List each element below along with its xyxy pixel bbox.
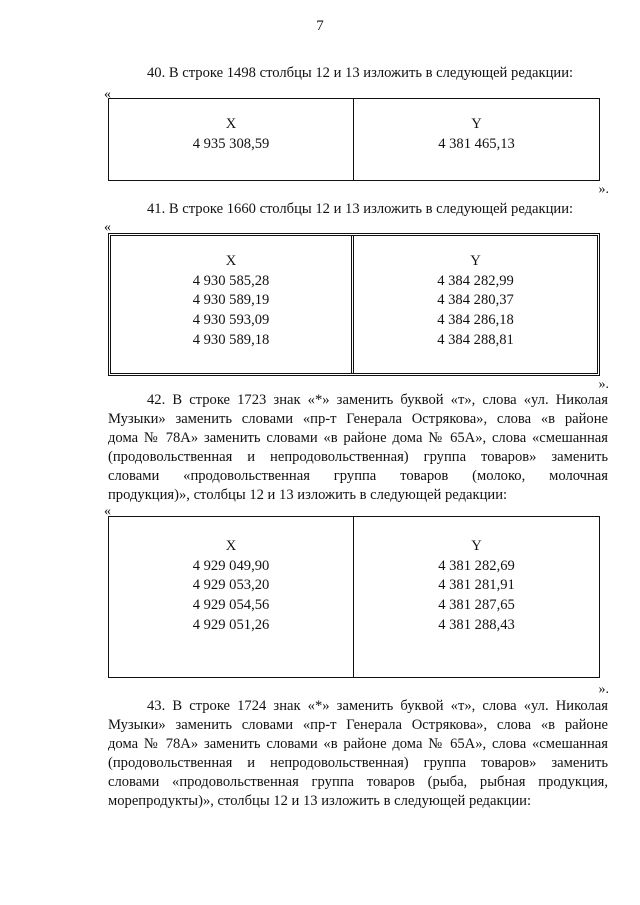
coord-header-x: X <box>225 253 237 269</box>
coord-cell-y: 4 381 287,65 <box>438 597 515 614</box>
coord-cell-x: 4 930 585,28 <box>192 272 270 289</box>
item-40-line-1: 40. В строке 1498 столбцы 12 и 13 изложить в следующей редакции: <box>147 65 574 81</box>
coord-cell-x: 4 930 589,18 <box>192 331 270 348</box>
coord-header-y: Y <box>471 116 482 132</box>
coord-column-x <box>111 236 354 373</box>
item-43-line-5: словами «продовольственная группа товаров (рыба, рыбная продукция, <box>108 774 608 790</box>
coord-cell-x: 4 929 053,20 <box>192 577 270 594</box>
coord-cell-y: 4 384 280,37 <box>437 292 514 309</box>
coord-header-y: Y <box>470 253 481 269</box>
coord-cell-y: 4 381 465,13 <box>438 135 515 152</box>
item-42-line-2: Музыки» заменить словами «пр-т Генерала Острякова», слова «в районе <box>108 411 608 427</box>
item-42-quote-close: ». <box>598 682 609 697</box>
coord-cell-y: 4 381 281,91 <box>438 577 515 594</box>
coord-cell-y: 4 384 286,18 <box>437 312 514 329</box>
coord-table-42 <box>108 516 600 678</box>
coord-header-y: Y <box>471 538 482 554</box>
coord-column-x <box>109 517 354 677</box>
coord-cell-x: 4 929 054,56 <box>192 597 270 614</box>
item-43-line-6: морепродукты)», столбцы 12 и 13 изложить в следующей редакции: <box>108 793 532 809</box>
coord-cell-x: 4 929 051,26 <box>192 616 270 633</box>
item-42-quote-open: « <box>104 504 111 519</box>
coord-column-y <box>354 517 599 677</box>
item-41-quote-open: « <box>104 220 111 235</box>
coord-header-x: X <box>225 116 237 132</box>
item-40-quote-open: « <box>104 87 111 102</box>
coord-cell-y: 4 384 288,81 <box>437 331 514 348</box>
coord-cell-y: 4 384 282,99 <box>437 272 514 289</box>
coord-cell-y: 4 381 288,43 <box>438 616 515 633</box>
coord-header-x: X <box>225 538 237 554</box>
item-41-quote-close: ». <box>598 377 609 392</box>
coord-cell-y: 4 381 282,69 <box>438 557 515 574</box>
coord-column-y <box>354 236 597 373</box>
item-43-line-4: (продовольственная и непродовольственная) группа товаров» заменить <box>108 755 608 771</box>
item-42-line-1: 42. В строке 1723 знак «*» заменить буквой «т», слова «ул. Николая <box>147 392 608 408</box>
coord-column-y <box>354 99 599 180</box>
item-43-line-2: Музыки» заменить словами «пр-т Генерала Острякова», слова «в районе <box>108 717 608 733</box>
item-43-line-3: дома № 78А» заменить словами «в районе дома № 65А», слова «смешанная <box>108 736 608 752</box>
coord-table-41 <box>108 233 600 376</box>
coord-cell-x: 4 929 049,90 <box>192 557 270 574</box>
item-40-quote-close: ». <box>598 182 609 197</box>
coord-cell-x: 4 930 589,19 <box>192 292 270 309</box>
item-42-line-6: продукция)», столбцы 12 и 13 изложить в следующей редакции: <box>108 487 508 503</box>
item-41-line-1: 41. В строке 1660 столбцы 12 и 13 изложить в следующей редакции: <box>147 201 574 217</box>
coord-cell-x: 4 930 593,09 <box>192 312 270 329</box>
item-42-line-3: дома № 78А» заменить словами «в районе дома № 65А», слова «смешанная <box>108 430 608 446</box>
item-42-line-4: (продовольственная и непродовольственная) группа товаров» заменить <box>108 449 608 465</box>
page-number: 7 <box>316 18 324 34</box>
coord-column-x <box>109 99 354 180</box>
coord-cell-x: 4 935 308,59 <box>192 135 270 152</box>
item-42-line-5: словами «продовольственная группа товаров (молоко, молочная <box>108 468 608 484</box>
item-43-line-1: 43. В строке 1724 знак «*» заменить буквой «т», слова «ул. Николая <box>147 698 608 714</box>
coord-table-40 <box>108 98 600 181</box>
